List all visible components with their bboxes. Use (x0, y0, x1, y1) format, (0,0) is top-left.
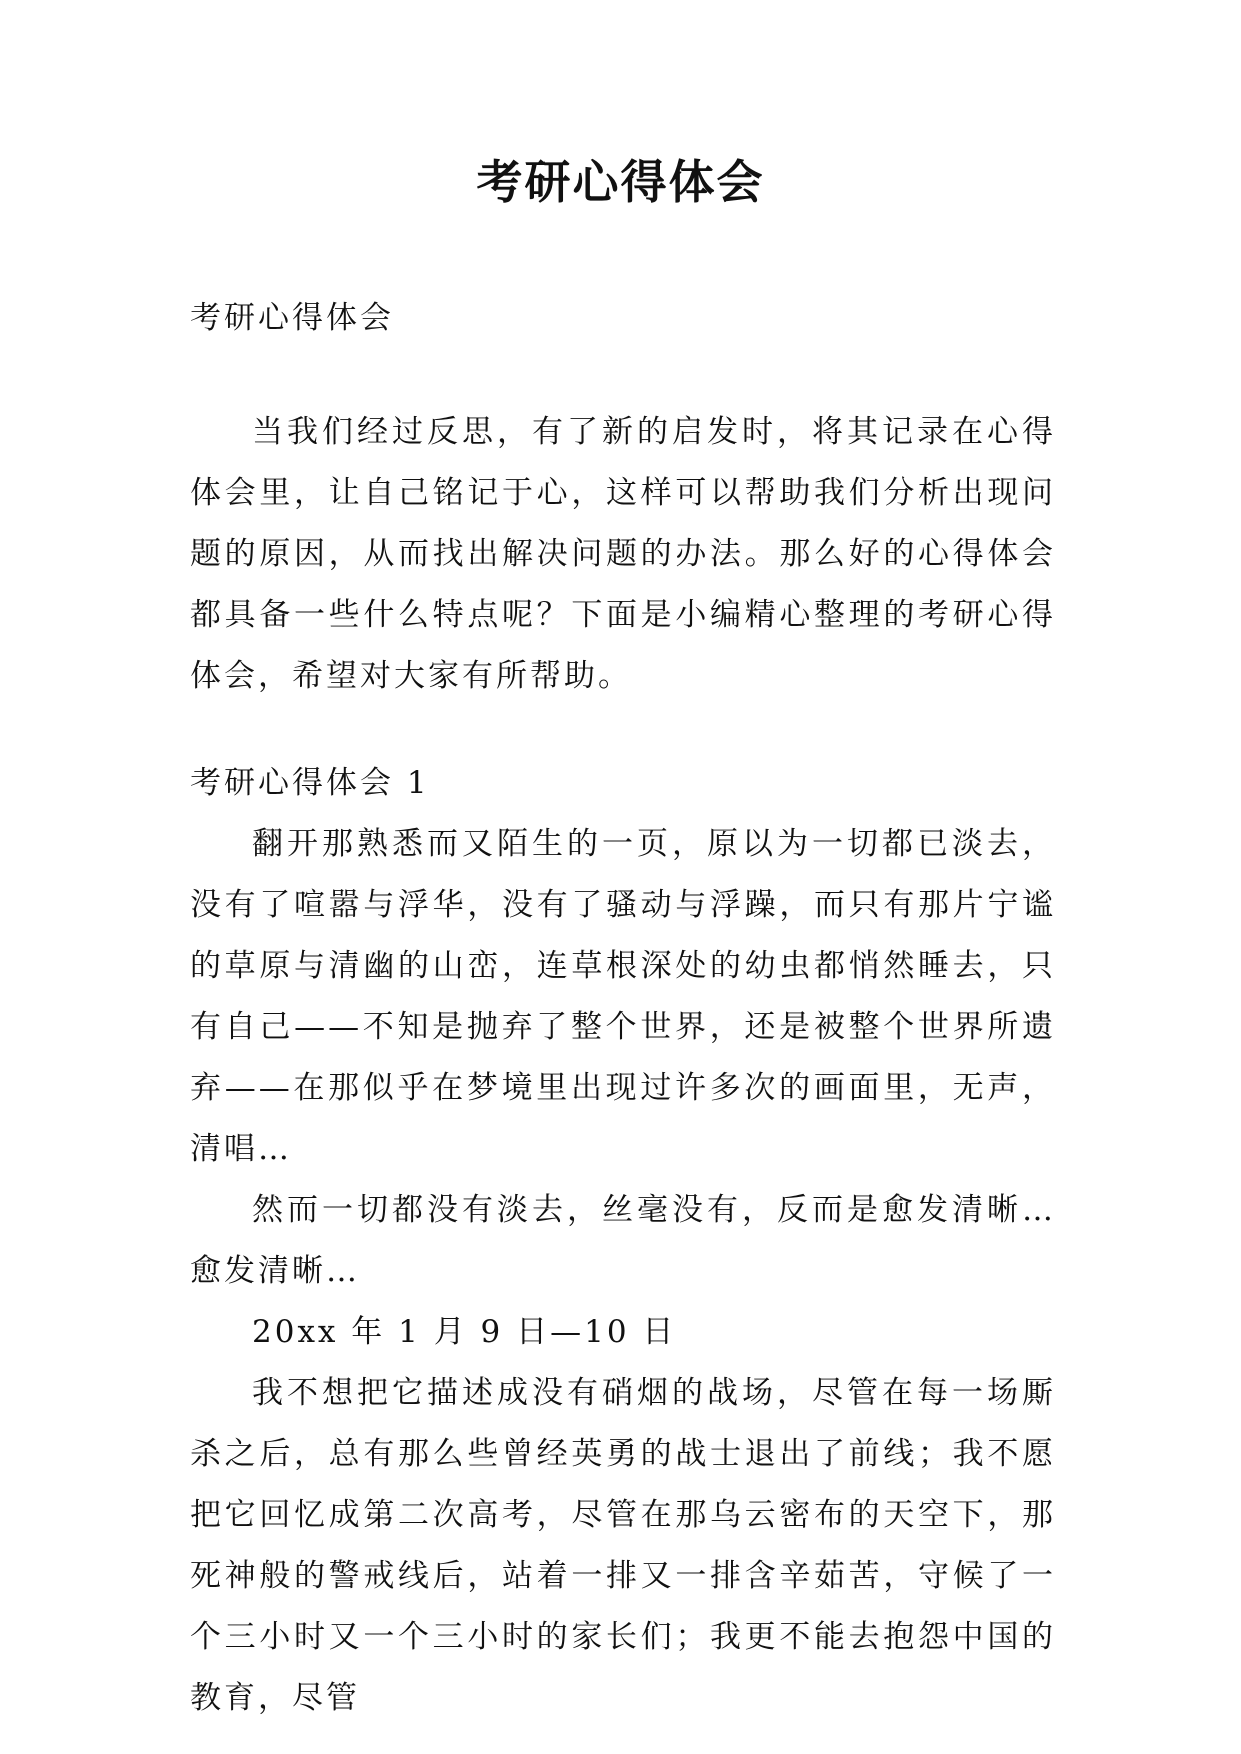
intro-paragraph-container (190, 402, 1056, 707)
body-paragraph: 我不想把它描述成没有硝烟的战场，尽管在每一场厮杀之后，总有那么些曾经英勇的战士退出了前线；我不愿把它回忆成第二次高考，尽管在那乌云密布的天空下，那死神般的警戒线后，站着一排又一排含辛茹苦，守候了一个三小时又一个三小时的家长们；我更不能去抱怨中国的教育，尽管 (190, 1375, 1056, 1716)
intro-paragraph: 当我们经过反思，有了新的启发时，将其记录在心得体会里，让自己铭记于心，这样可以帮助我们分析出现问题的原因，从而找出解决问题的办法。那么好的心得体会都具备一些什么特点呢？下面是小编精心整理的考研心得体会，希望对大家有所帮助。 (190, 414, 1056, 694)
document-subtitle: 考研心得体会 (190, 300, 394, 336)
section-heading: 考研心得体会 1 (190, 765, 430, 801)
document-title: 考研心得体会 (476, 155, 765, 209)
date-line: 20xx 年 1 月 9 日—10 日 (252, 1314, 677, 1350)
section-body (190, 814, 1056, 1729)
body-paragraph: 然而一切都没有淡去，丝毫没有，反而是愈发清晰…愈发清晰… (190, 1192, 1056, 1289)
body-paragraph: 翻开那熟悉而又陌生的一页，原以为一切都已淡去，没有了喧嚣与浮华，没有了骚动与浮躁，而只有那片宁谧的草原与清幽的山峦，连草根深处的幼虫都悄然睡去，只有自己——不知是抛弃了整个世界，还是被整个世界所遗弃——在那似乎在梦境里出现过许多次的画面里，无声，清唱… (190, 826, 1056, 1167)
